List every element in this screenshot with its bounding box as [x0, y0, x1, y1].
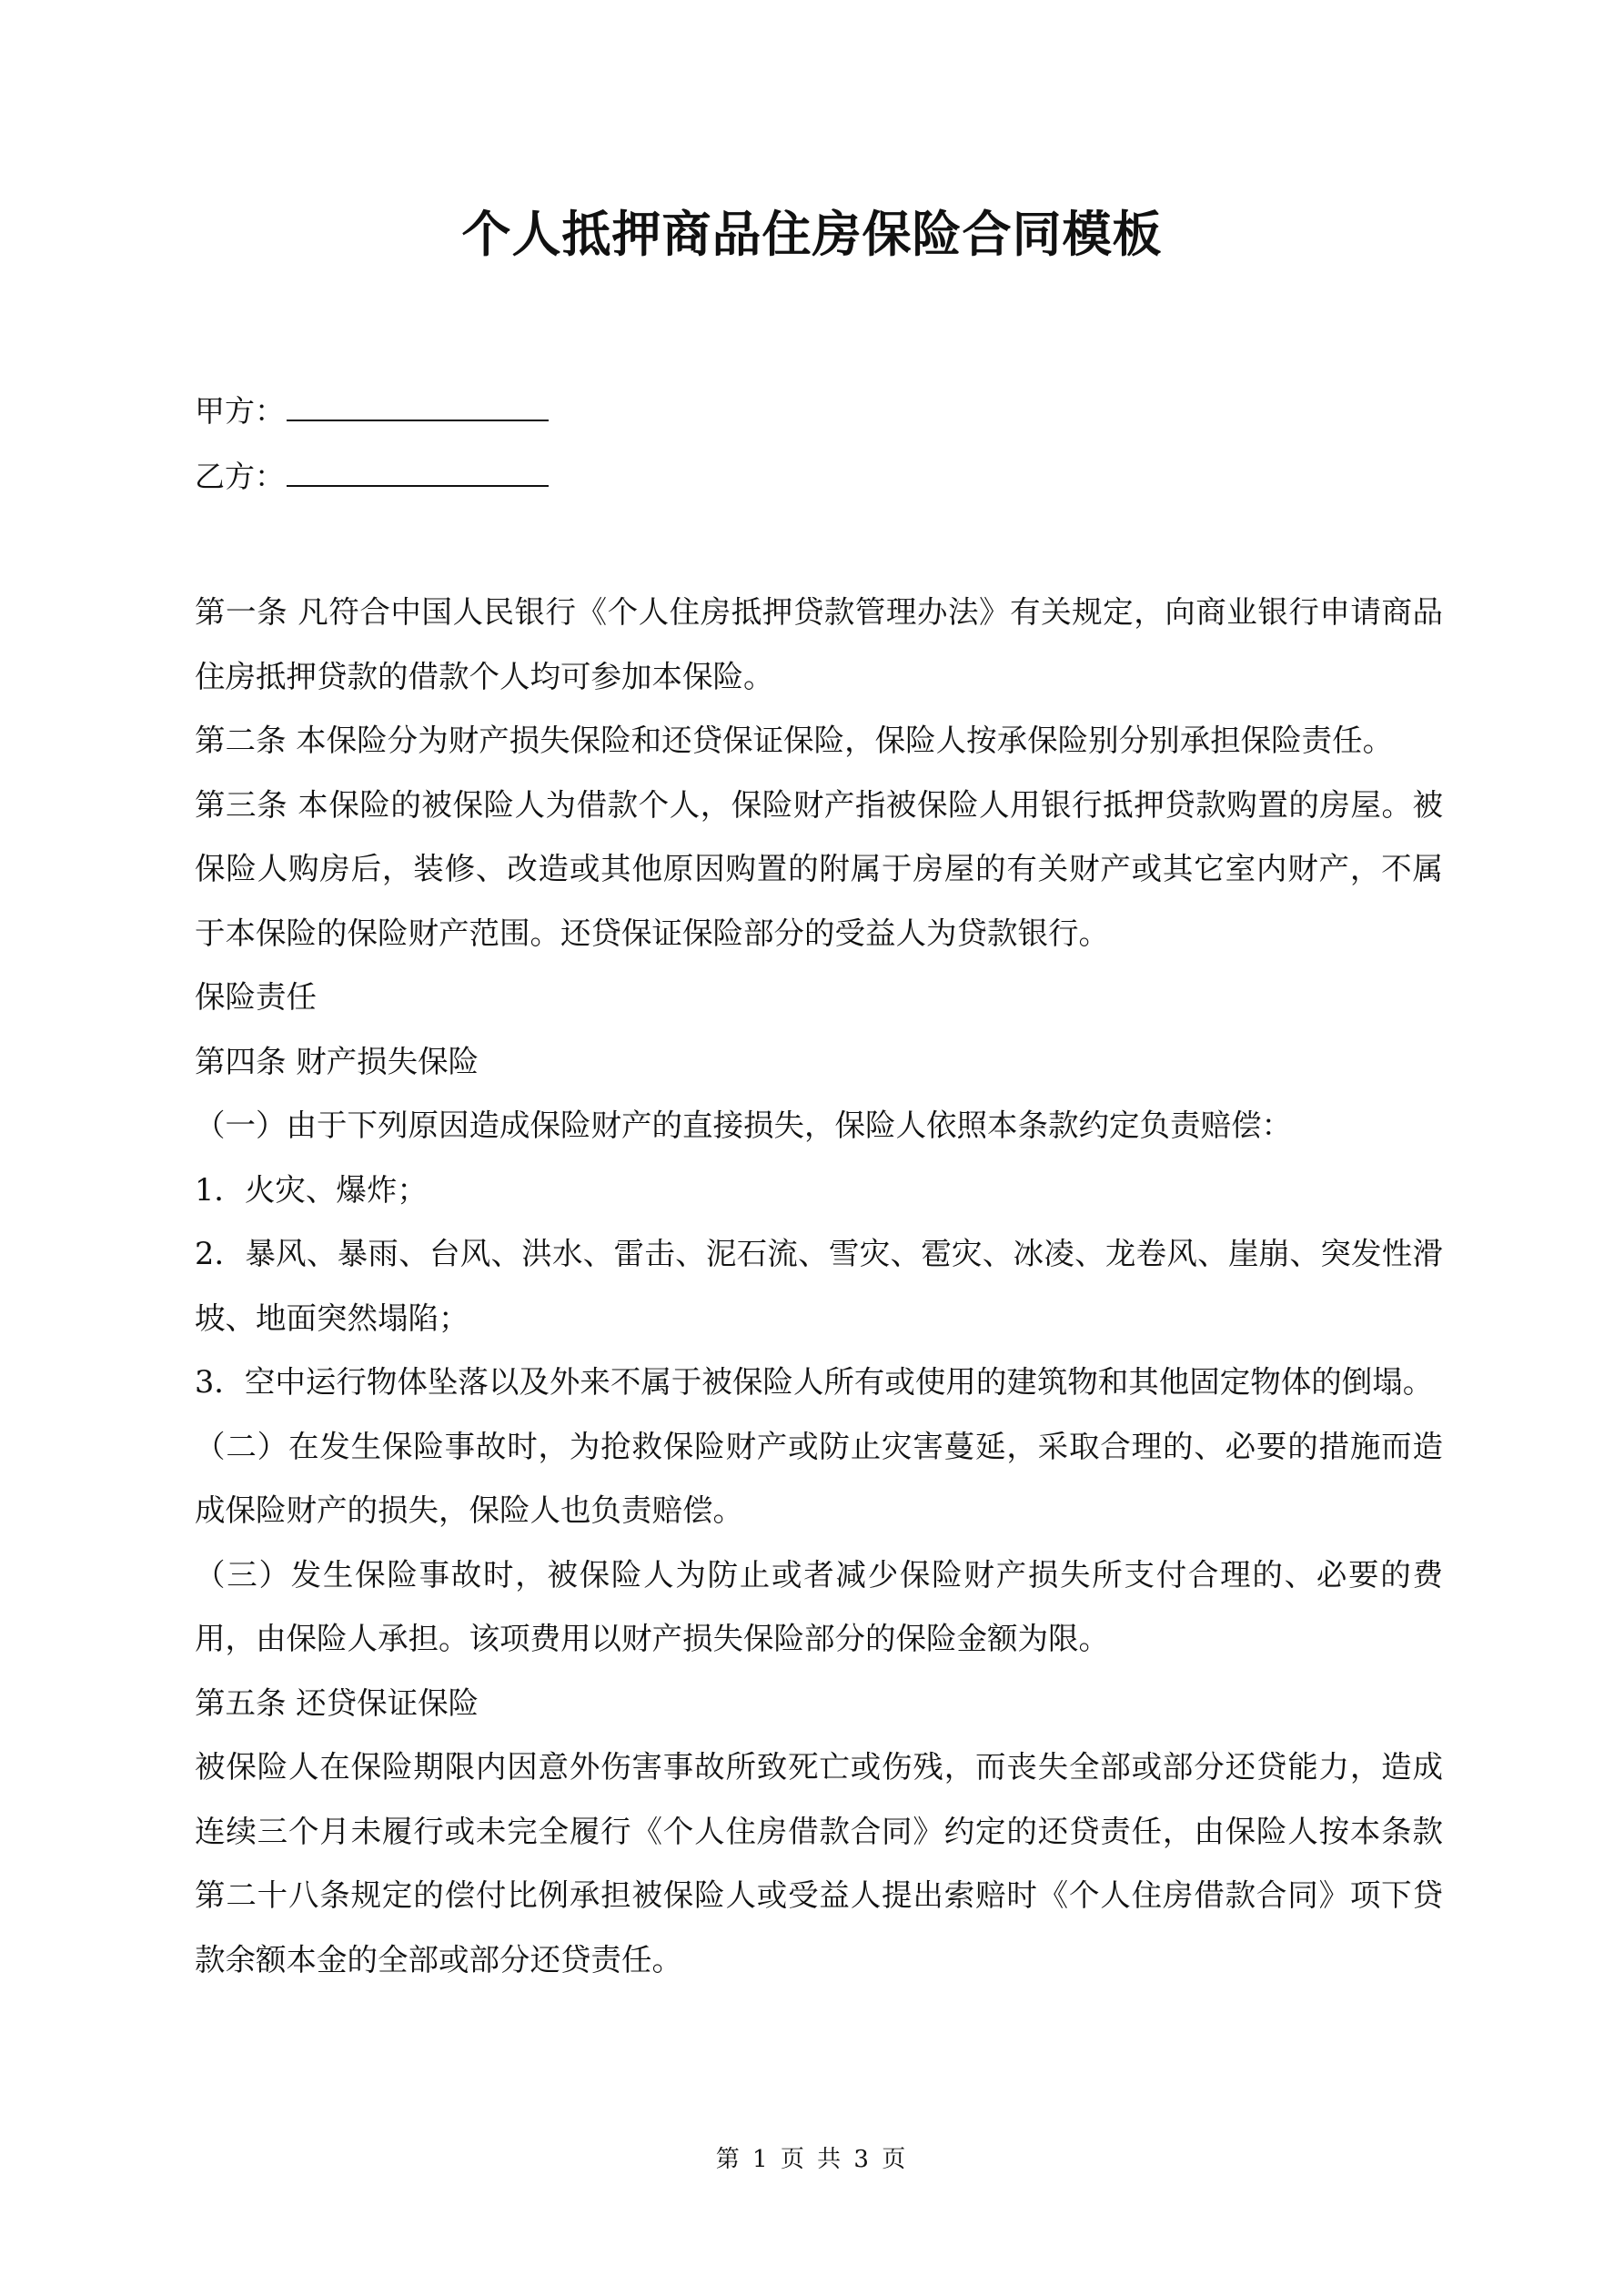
party-a-blank	[287, 392, 549, 421]
party-a-label: 甲方：	[195, 393, 285, 429]
article-5-heading: 第五条 还贷保证保险	[195, 1684, 479, 1721]
article-4-clause-2: （二）在发生保险事故时，为抢救保险财产或防止灾害蔓延，采取合理的、必要的措施而造成保险财产的损失，保险人也负责赔偿。	[195, 1428, 1443, 1528]
article-4-heading: 第四条 财产损失保险	[195, 1043, 479, 1079]
article-3: 第三条 本保险的被保险人为借款个人，保险财产指被保险人用银行抵押贷款购置的房屋。被保险人购房后，装修、改造或其他原因购置的附属于房屋的有关财产或其它室内财产，不属于本保险的保险财产范围。还贷保证保险部分的受益人为贷款银行。	[195, 786, 1443, 951]
article-5-text: 被保险人在保险期限内因意外伤害事故所致死亡或伤残，而丧失全部或部分还贷能力，造成连续三个月未履行或未完全履行《个人住房借款合同》约定的还贷责任，由保险人按本条款第二十八条规定的偿付比例承担被保险人或受益人提出索赔时《个人住房借款合同》项下贷款余额本金的全部或部分还贷责任。	[195, 1749, 1443, 1977]
party-a-line	[195, 392, 549, 430]
article-4-item-3: 3．空中运行物体坠落以及外来不属于被保险人所有或使用的建筑物和其他固定物体的倒塌。	[195, 1364, 1434, 1400]
document-body	[195, 581, 1443, 1992]
party-b-blank	[287, 458, 549, 487]
article-4-item-2: 2．暴风、暴雨、台风、洪水、雷击、泥石流、雪灾、雹灾、冰凌、龙卷风、崖崩、突发性滑坡、地面突然塌陷；	[195, 1236, 1443, 1336]
page-footer: 第 1 页 共 3 页	[715, 2146, 909, 2173]
party-b-label: 乙方：	[195, 459, 285, 494]
article-2: 第二条 本保险分为财产损失保险和还贷保证保险，保险人按承保险别分别承担保险责任。	[195, 723, 1394, 758]
section-heading-liability: 保险责任	[195, 979, 317, 1015]
article-4-item-1: 1．火灾、爆炸；	[195, 1171, 428, 1208]
document-title: 个人抵押商品住房保险合同模板	[461, 205, 1163, 263]
party-b-line	[195, 458, 549, 495]
article-1: 第一条 凡符合中国人民银行《个人住房抵押贷款管理办法》有关规定，向商业银行申请商品住房抵押贷款的借款个人均可参加本保险。	[195, 594, 1443, 694]
article-4-clause-3: （三）发生保险事故时，被保险人为防止或者减少保险财产损失所支付合理的、必要的费用，由保险人承担。该项费用以财产损失保险部分的保险金额为限。	[195, 1556, 1443, 1656]
article-4-clause-1: （一）由于下列原因造成保险财产的直接损失，保险人依照本条款约定负责赔偿：	[195, 1108, 1292, 1143]
